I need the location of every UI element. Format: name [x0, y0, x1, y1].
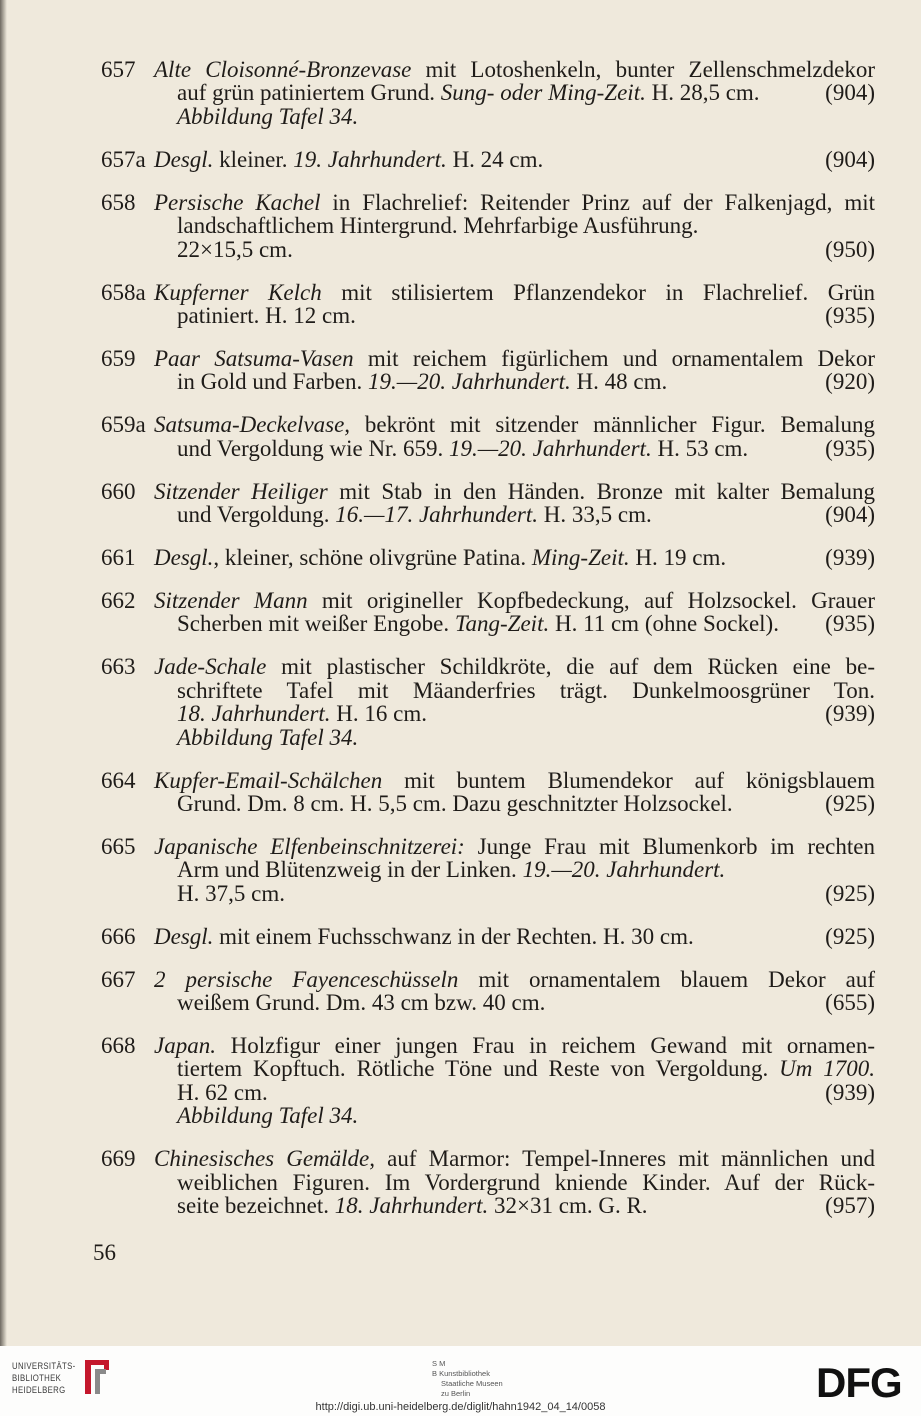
library-stamp — [432, 1359, 503, 1399]
body-text: auf Marmor: Tempel-Inneres mit männlichen und — [375, 1146, 875, 1172]
entry-line-text — [177, 991, 545, 1014]
entry-line-text — [154, 546, 726, 569]
entry-line — [154, 480, 875, 503]
catalog-entry — [101, 655, 875, 749]
university-library-logo-text — [12, 1361, 76, 1397]
lot-number: 665 — [101, 833, 136, 859]
entry-line — [154, 792, 875, 815]
entry-line — [154, 1147, 875, 1170]
dfg-logo: DFG — [816, 1359, 902, 1406]
entry-description — [154, 281, 875, 328]
entry-line — [154, 304, 875, 327]
emphasized-text: Jade-Schale — [154, 654, 267, 680]
entry-line-text — [177, 792, 733, 815]
lot-number: 659 — [101, 345, 136, 371]
entry-description — [154, 546, 875, 569]
entry-line — [154, 1171, 875, 1194]
catalog-entries — [101, 58, 875, 1217]
entry-line — [154, 612, 875, 635]
entry-line — [154, 214, 875, 237]
emphasized-text: 18. Jahrhundert. — [177, 701, 331, 727]
plate-reference: Abbildung Tafel 34. — [177, 724, 359, 750]
entry-line — [154, 835, 875, 858]
body-text: Scherben mit weißer Engobe. — [177, 611, 455, 637]
emphasized-text: Sung- oder Ming-Zeit. — [440, 80, 646, 106]
emphasized-text: Alte Cloisonné-Bronzevase — [154, 57, 412, 82]
reference-code: (957) — [825, 1192, 875, 1218]
body-text: mit einem Fuchsschwanz in der Rechten. H. 30 cm. — [213, 923, 694, 949]
lot-number: 661 — [101, 545, 136, 571]
entry-line — [154, 1081, 875, 1104]
reference-code: (935) — [825, 302, 875, 328]
entry-line — [154, 347, 875, 370]
reference-code: (950) — [825, 236, 875, 262]
entry-line — [154, 882, 875, 905]
emphasized-text: Desgl. — [154, 545, 214, 571]
entry-line — [154, 991, 875, 1014]
catalog-entry — [101, 347, 875, 394]
emphasized-text: Tang-Zeit. — [454, 611, 550, 637]
body-text: H. 28,5 cm. — [645, 80, 760, 106]
entry-line — [154, 968, 875, 991]
body-text: tiertem Kopftuch. Rötliche Töne und Reste von Vergoldung. — [177, 1056, 780, 1082]
body-text: H. 24 cm. — [446, 146, 544, 172]
entry-line — [154, 81, 875, 104]
emphasized-text: 19.—20. Jahrhundert. — [368, 369, 571, 395]
body-text: weißem Grund. Dm. 43 cm bzw. 40 cm. — [177, 990, 546, 1016]
entry-line — [154, 655, 875, 678]
body-text: landschaftlichem Hintergrund. Mehrfarbige Ausführung. — [177, 213, 699, 239]
body-text: patiniert. H. 12 cm. — [177, 302, 356, 328]
entry-line — [154, 589, 875, 612]
entry-line — [154, 925, 875, 948]
emphasized-text: Japanische Elfenbeinschnitzerei: — [154, 833, 465, 859]
emphasized-text: Desgl. — [154, 923, 214, 949]
body-text: mit plastischer Schildkröte, die auf dem Rücken eine be- — [266, 654, 875, 680]
body-text: H. 37,5 cm. — [177, 880, 285, 906]
reference-code: (925) — [825, 923, 875, 949]
body-text: Grund. Dm. 8 cm. H. 5,5 cm. Dazu geschnitzter Holzsockel. — [177, 790, 733, 816]
entry-line-text — [177, 1194, 648, 1217]
reference-code: (904) — [825, 146, 875, 172]
lot-number: 658a — [101, 279, 146, 305]
entry-line — [154, 769, 875, 792]
body-text: in Flachrelief: Reitender Prinz auf der Falkenjagd, mit — [320, 189, 875, 215]
reference-code: (939) — [825, 701, 875, 727]
lot-number: 657 — [101, 57, 136, 82]
catalog-entry — [101, 589, 875, 636]
body-text: mit stilisiertem Pflanzendekor in Flachrelief. Grün — [321, 279, 875, 305]
lot-number: 658 — [101, 189, 136, 215]
entry-line-text — [177, 882, 285, 905]
catalog-entry — [101, 58, 875, 128]
reference-code: (939) — [825, 1079, 875, 1105]
body-text: in Gold und Farben. — [177, 369, 369, 395]
entry-line-text — [177, 304, 356, 327]
lot-number: 667 — [101, 966, 136, 992]
entry-description — [154, 1034, 875, 1128]
entry-description — [154, 769, 875, 816]
reference-code: (904) — [825, 80, 875, 106]
body-text: 22×15,5 cm. — [177, 236, 293, 262]
body-text: und Vergoldung wie Nr. 659. — [177, 435, 449, 461]
reference-code: (935) — [825, 611, 875, 637]
stamp-line: zu Berlin — [441, 1389, 471, 1398]
entry-line-text — [177, 81, 760, 104]
body-text: bekrönt mit sitzender männlicher Figur. Bemalung — [350, 412, 875, 438]
emphasized-text: Kupferner Kelch — [154, 279, 322, 305]
entry-line — [154, 1057, 875, 1080]
entry-line-text — [177, 238, 293, 261]
lot-number: 659a — [101, 412, 146, 438]
entry-line — [154, 148, 875, 171]
body-text: schriftete Tafel mit Mäanderfries trägt. Dunkelmoosgrüner Ton. — [177, 677, 875, 703]
entry-line — [154, 1034, 875, 1057]
entry-description — [154, 347, 875, 394]
lot-number: 662 — [101, 588, 136, 613]
emphasized-text: Desgl. — [154, 146, 214, 172]
entry-description — [154, 925, 875, 948]
entry-line — [154, 413, 875, 436]
body-text: auf grün patiniertem Grund. — [177, 80, 441, 106]
catalog-entry — [101, 148, 875, 171]
body-text: H. 62 cm. — [177, 1079, 268, 1105]
catalog-entry — [101, 480, 875, 527]
catalog-entry — [101, 1147, 875, 1217]
emphasized-text: Kupfer-Email-Schälchen — [154, 767, 383, 793]
reference-code: (655) — [825, 990, 875, 1016]
reference-code: (904) — [825, 502, 875, 528]
body-text: mit reichem figürlichem und ornamentalem Dekor — [353, 345, 875, 371]
entry-line — [154, 679, 875, 702]
catalog-entry — [101, 281, 875, 328]
emphasized-text: Satsuma-Deckelvase, — [154, 412, 351, 438]
logo-text-line: UNIVERSITÄTS- — [12, 1361, 76, 1372]
body-text: H. 16 cm. — [330, 701, 428, 727]
digitization-footer — [0, 1346, 921, 1416]
entry-line — [154, 281, 875, 304]
body-text: mit origineller Kopfbedeckung, auf Holzsockel. Grauer — [307, 588, 875, 613]
entry-line — [154, 191, 875, 214]
stamp-line: Staatliche Museen — [441, 1379, 503, 1388]
lot-number: 660 — [101, 478, 136, 504]
entry-description — [154, 589, 875, 636]
entry-line — [154, 503, 875, 526]
catalog-entry — [101, 191, 875, 261]
entry-line-text — [154, 148, 543, 171]
reference-code: (925) — [825, 880, 875, 906]
catalog-entry — [101, 546, 875, 569]
body-text: H. 33,5 cm. — [538, 502, 652, 528]
emphasized-text: Persische Kachel — [154, 189, 321, 215]
lot-number: 664 — [101, 767, 136, 793]
lot-number: 666 — [101, 923, 136, 949]
emphasized-text: 18. Jahrhundert. — [334, 1192, 489, 1218]
body-text: mit Lotoshenkeln, bunter Zellenschmelzdekor — [411, 57, 875, 82]
body-text: H. 19 cm. — [629, 545, 727, 571]
catalog-entry — [101, 925, 875, 948]
lot-number: 663 — [101, 654, 136, 680]
catalog-entry — [101, 1034, 875, 1128]
emphasized-text: Sitzender Mann — [154, 588, 308, 613]
university-library-logo-icon — [82, 1357, 112, 1397]
emphasized-text: Paar Satsuma-Vasen — [154, 345, 354, 371]
body-text: Arm und Blütenzweig in der Linken. — [177, 857, 523, 883]
entry-line-text — [177, 370, 667, 393]
emphasized-text: Um 1700. — [779, 1056, 875, 1082]
reference-code: (939) — [825, 545, 875, 571]
entry-line-text — [177, 702, 427, 725]
entry-line — [154, 437, 875, 460]
entry-description — [154, 968, 875, 1015]
lot-number: 669 — [101, 1146, 136, 1172]
emphasized-text: 2 persische Fayenceschüsseln — [154, 966, 459, 992]
entry-line-text — [154, 925, 694, 948]
source-url: http://digi.ub.uni-heidelberg.de/diglit/hahn1942_04_14/0058 — [315, 1401, 606, 1413]
entry-description — [154, 191, 875, 261]
entry-line — [154, 546, 875, 569]
entry-description — [154, 413, 875, 460]
body-text: kleiner. — [213, 146, 294, 172]
body-text: weiblichen Figuren. Im Vordergrund kniende Kinder. Auf der Rück- — [177, 1169, 875, 1195]
page-number: 56 — [93, 1240, 116, 1265]
reference-code: (925) — [825, 790, 875, 816]
stamp-line: S M — [432, 1359, 446, 1368]
entry-line — [154, 58, 875, 81]
catalog-entry — [101, 413, 875, 460]
reference-code: (920) — [825, 369, 875, 395]
entry-description — [154, 655, 875, 749]
lot-number: 657a — [101, 146, 146, 172]
emphasized-text: 19.—20. Jahrhundert. — [448, 435, 652, 461]
entry-description — [154, 1147, 875, 1217]
entry-line — [154, 370, 875, 393]
body-text: mit ornamentalem blauem Dekor auf — [458, 966, 875, 992]
reference-code: (935) — [825, 435, 875, 461]
stamp-line: B Kunstbibliothek — [432, 1369, 490, 1378]
entry-line — [154, 702, 875, 725]
lot-number: 668 — [101, 1033, 136, 1059]
plate-reference: Abbildung Tafel 34. — [177, 1103, 359, 1129]
body-text: Holzfigur einer jungen Frau in reichem Gewand mit ornamen- — [215, 1033, 875, 1059]
catalog-entry — [101, 769, 875, 816]
entry-line-text — [177, 612, 779, 635]
body-text: H. 53 cm. — [651, 435, 749, 461]
catalog-entry — [101, 835, 875, 905]
emphasized-text: Japan. — [154, 1033, 216, 1059]
body-text: Junge Frau mit Blumenkorb im rechten — [464, 833, 875, 859]
body-text: mit buntem Blumendekor auf königsblauem — [382, 767, 875, 793]
emphasized-text: 16.—17. Jahrhundert. — [335, 502, 538, 528]
plate-reference: Abbildung Tafel 34. — [177, 103, 359, 129]
body-text: mit Stab in den Händen. Bronze mit kalter Bemalung — [327, 478, 875, 504]
entry-line-text — [177, 1081, 268, 1104]
logo-text-line: BIBLIOTHEK — [12, 1373, 62, 1384]
entry-line — [154, 858, 875, 881]
body-text: 32×31 cm. G. R. — [488, 1192, 648, 1218]
entry-description — [154, 148, 875, 171]
entry-description — [154, 480, 875, 527]
body-text: , kleiner, schöne olivgrüne Patina. — [213, 545, 532, 571]
entry-line-text — [177, 503, 652, 526]
emphasized-text: 19. Jahrhundert. — [293, 146, 447, 172]
logo-text-line: HEIDELBERG — [12, 1385, 66, 1396]
body-text: seite bezeichnet. — [177, 1192, 335, 1218]
entry-description — [154, 835, 875, 905]
emphasized-text: 19.—20. Jahrhundert. — [522, 857, 726, 883]
entry-line-text — [177, 437, 748, 460]
entry-line — [154, 238, 875, 261]
entry-description — [154, 58, 875, 128]
body-text: H. 48 cm. — [570, 369, 668, 395]
catalog-entry — [101, 968, 875, 1015]
emphasized-text: Sitzender Heiliger — [154, 478, 328, 504]
body-text: H. 11 cm (ohne Sockel). — [549, 611, 779, 637]
entry-line — [154, 1194, 875, 1217]
emphasized-text: Chinesisches Gemälde, — [154, 1146, 376, 1172]
emphasized-text: Ming-Zeit. — [531, 545, 630, 571]
body-text: und Vergoldung. — [177, 502, 336, 528]
